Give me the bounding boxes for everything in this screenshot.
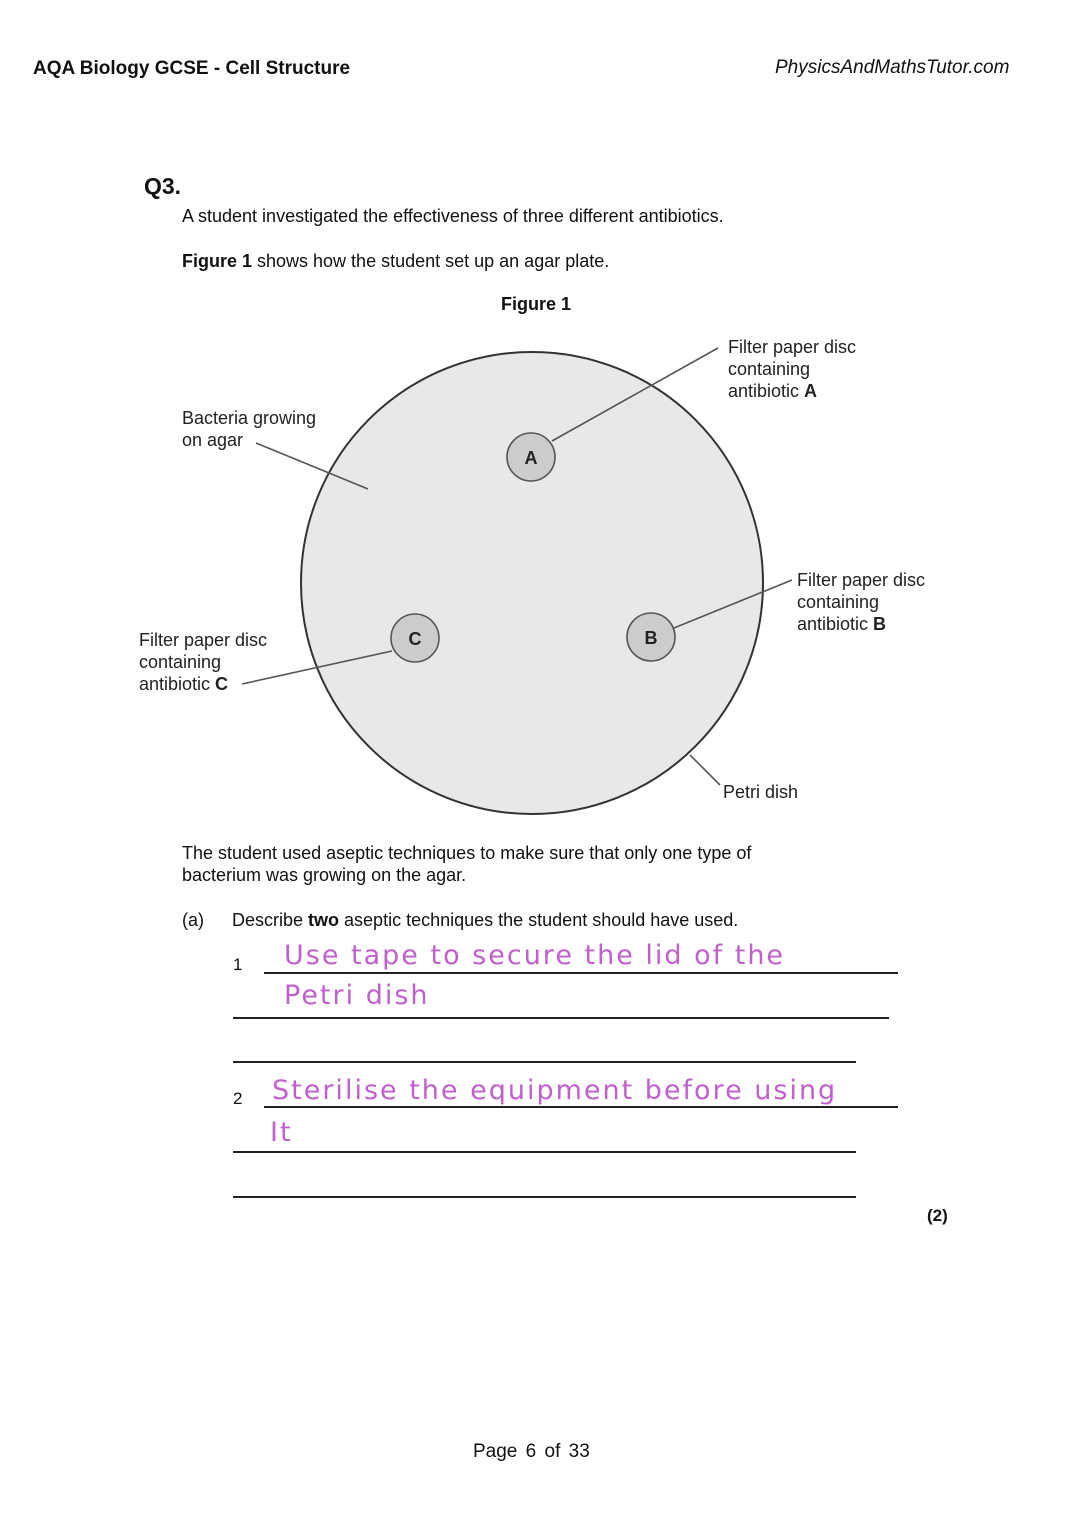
svg-text:antibiotic A: antibiotic A <box>728 381 818 401</box>
answer-line <box>233 1151 856 1153</box>
svg-text:containing: containing <box>728 359 811 379</box>
svg-text:containing: containing <box>797 592 880 612</box>
svg-text:Filter paper disc: Filter paper disc <box>797 570 926 590</box>
answer-line <box>233 1061 856 1063</box>
svg-text:Bacteria growing: Bacteria growing <box>182 408 317 428</box>
answer-line <box>264 972 898 974</box>
svg-text:antibiotic B: antibiotic B <box>797 614 887 634</box>
petri-dish-circle <box>301 352 763 814</box>
answer-line <box>233 1196 856 1198</box>
marks-available: (2) <box>927 1206 948 1225</box>
document-title: AQA Biology GCSE - Cell Structure <box>33 58 351 79</box>
label-disc-a <box>728 337 856 401</box>
svg-text:C: C <box>408 629 422 649</box>
svg-text:B: B <box>644 628 658 648</box>
svg-text:A: A <box>524 448 538 468</box>
svg-text:containing: containing <box>139 652 222 672</box>
label-bacteria <box>182 408 316 450</box>
context-line-2: bacterium was growing on the agar. <box>182 865 467 885</box>
question-number: Q3. <box>144 173 182 199</box>
part-a-label: (a) <box>182 910 204 930</box>
svg-text:on agar: on agar <box>182 430 244 450</box>
answer-1-line-2[interactable]: Petri dish <box>284 980 430 1011</box>
answer-line <box>233 1017 889 1019</box>
answer-1-line-1[interactable]: Use tape to secure the lid of the <box>284 940 786 971</box>
petri-leader-line <box>690 755 720 785</box>
svg-text:Filter paper disc: Filter paper disc <box>728 337 857 357</box>
question-intro: A student investigated the effectiveness of three different antibiotics. <box>182 206 724 226</box>
answer-1-number: 1 <box>233 955 243 974</box>
disc-a <box>507 433 555 481</box>
svg-text:Filter paper disc: Filter paper disc <box>139 630 268 650</box>
label-petri-dish: Petri dish <box>723 782 799 802</box>
answer-2-line-1[interactable]: Sterilise the equipment before using <box>272 1075 838 1106</box>
label-disc-c <box>139 630 267 694</box>
figure-ref-bold: Figure 1 <box>182 251 253 271</box>
figure-ref-text: shows how the student set up an agar plate. <box>252 251 610 271</box>
label-disc-b <box>797 570 925 634</box>
svg-text:antibiotic C: antibiotic C <box>139 674 229 694</box>
page-number: Page 6 of 33 <box>473 1441 590 1462</box>
figure-title: Figure 1 <box>501 294 572 314</box>
part-a-prompt: Describe two aseptic techniques the student should have used. <box>232 910 739 930</box>
context-line-1: The student used aseptic techniques to make sure that only one type of <box>182 843 752 863</box>
answer-2-number: 2 <box>233 1089 243 1108</box>
disc-c <box>391 614 439 662</box>
answer-2-line-2[interactable]: It <box>270 1117 293 1148</box>
disc-b <box>627 613 675 661</box>
site-name: PhysicsAndMathsTutor.com <box>775 57 1010 78</box>
answer-line <box>264 1106 898 1108</box>
